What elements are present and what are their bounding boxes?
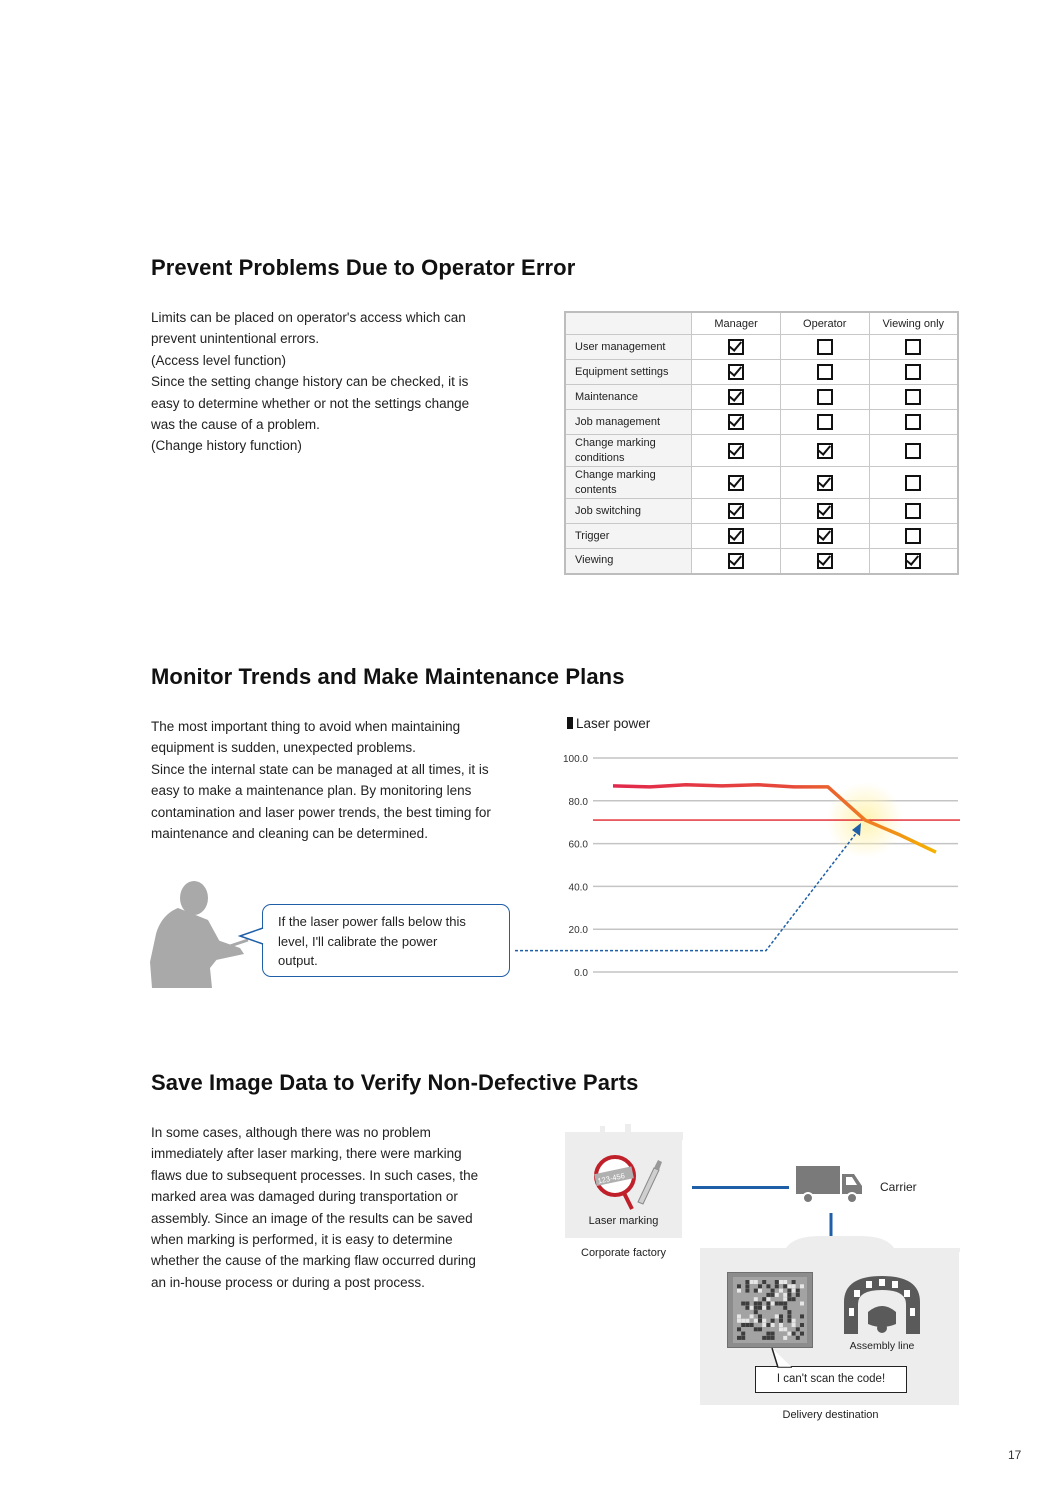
truck-icon	[794, 1162, 866, 1206]
code-cell	[792, 1284, 796, 1288]
code-cell	[783, 1293, 787, 1297]
code-cell	[796, 1327, 800, 1331]
code-cell	[792, 1280, 796, 1284]
code-cell	[792, 1289, 796, 1293]
table-row	[565, 524, 958, 549]
column-header-manager: Manager	[692, 312, 781, 335]
unchecked-checkbox-icon	[817, 339, 833, 355]
permission-cell	[692, 360, 781, 385]
code-cell	[745, 1284, 749, 1288]
table-row	[565, 335, 958, 360]
corporate-factory-caption: Corporate factory	[581, 1247, 666, 1259]
permission-label-line: conditions	[575, 451, 625, 464]
code-cell	[796, 1293, 800, 1297]
code-cell	[783, 1284, 787, 1288]
permission-cell	[780, 385, 869, 410]
unchecked-checkbox-icon	[905, 443, 921, 459]
unchecked-checkbox-icon	[905, 503, 921, 519]
permission-label	[565, 360, 692, 385]
code-cell	[792, 1319, 796, 1323]
code-cell	[754, 1297, 758, 1301]
code-cell	[762, 1297, 766, 1301]
code-cell	[787, 1297, 791, 1301]
permission-cell	[780, 524, 869, 549]
paragraph-line: maintenance and cleaning can be determined.	[151, 826, 428, 842]
y-tick-label: 100.0	[562, 754, 588, 765]
table-row	[565, 385, 958, 410]
code-cell	[762, 1336, 766, 1340]
permission-label	[565, 385, 692, 410]
code-cell	[737, 1289, 741, 1293]
maintenance-paragraph	[151, 716, 491, 844]
checked-checkbox-icon	[728, 503, 744, 519]
code-cell	[758, 1314, 762, 1318]
table-row	[565, 435, 958, 467]
y-tick-label: 0.0	[574, 968, 588, 979]
code-cell	[745, 1319, 749, 1323]
section-title-operator-error: Prevent Problems Due to Operator Error	[151, 255, 576, 280]
permission-cell	[780, 335, 869, 360]
checked-checkbox-icon	[817, 443, 833, 459]
code-cell	[741, 1319, 745, 1323]
section-title-maintenance: Monitor Trends and Make Maintenance Plans	[151, 664, 625, 689]
code-cell	[766, 1332, 770, 1336]
permission-cell	[692, 524, 781, 549]
code-cell	[750, 1280, 754, 1284]
code-cell	[800, 1314, 804, 1318]
checked-checkbox-icon	[817, 475, 833, 491]
code-cell	[800, 1332, 804, 1336]
code-cell	[737, 1319, 741, 1323]
permission-cell	[780, 435, 869, 467]
paragraph-line: marked area was damaged during transportation or	[151, 1189, 458, 1205]
unchecked-checkbox-icon	[817, 364, 833, 380]
permission-label-line: Job switching	[575, 504, 642, 517]
code-cell	[787, 1314, 791, 1318]
y-tick-label: 60.0	[568, 839, 588, 851]
code-cell	[783, 1280, 787, 1284]
checked-checkbox-icon	[905, 553, 921, 569]
code-cell	[779, 1327, 783, 1331]
code-cell	[766, 1306, 770, 1310]
person-with-clipboard-icon	[148, 878, 252, 990]
permission-label-line: Viewing	[575, 554, 614, 567]
checked-checkbox-icon	[817, 503, 833, 519]
permission-label-line: Change marking	[575, 436, 656, 449]
code-cell	[779, 1323, 783, 1327]
delivery-destination-caption: Delivery destination	[782, 1409, 879, 1421]
code-cell	[766, 1336, 770, 1340]
checked-checkbox-icon	[728, 443, 744, 459]
permission-cell	[869, 499, 958, 524]
assembly-robot-icon	[840, 1272, 924, 1336]
table-header-row	[565, 312, 958, 335]
permission-cell	[692, 385, 781, 410]
code-cell	[766, 1284, 770, 1288]
permission-label-line: Equipment settings	[575, 365, 669, 378]
unchecked-checkbox-icon	[817, 389, 833, 405]
permission-label-line: Maintenance	[575, 390, 638, 403]
permission-label	[565, 435, 692, 467]
code-cell	[771, 1336, 775, 1340]
chart-title: Laser power	[576, 716, 651, 731]
code-cell	[754, 1302, 758, 1306]
paragraph-line: (Change history function)	[151, 438, 302, 454]
permission-label-line: contents	[575, 483, 617, 496]
callout-line: output.	[278, 953, 318, 968]
code-cell	[796, 1336, 800, 1340]
code-cell	[758, 1306, 762, 1310]
code-cell	[758, 1302, 762, 1306]
code-cell	[758, 1289, 762, 1293]
code-cell	[762, 1323, 766, 1327]
unchecked-checkbox-icon	[905, 414, 921, 430]
operator-error-paragraph	[151, 307, 469, 457]
code-cell	[787, 1319, 791, 1323]
code-cell	[779, 1319, 783, 1323]
permission-cell	[780, 549, 869, 574]
y-tick-label: 40.0	[568, 882, 588, 894]
paragraph-line: (Access level function)	[151, 352, 287, 368]
paragraph-line: Since the setting change history can be checked, it is	[151, 374, 469, 390]
code-cell	[766, 1323, 770, 1327]
permission-label-line: Trigger	[575, 529, 610, 542]
code-cell	[741, 1302, 745, 1306]
y-tick-label: 80.0	[568, 796, 588, 808]
permission-label	[565, 467, 692, 499]
code-cell	[750, 1323, 754, 1327]
assembly-line-label: Assembly line	[849, 1340, 915, 1352]
code-cell	[775, 1280, 779, 1284]
code-cell	[754, 1306, 758, 1310]
paragraph-line: when marking is performed, it is easy to determine	[151, 1232, 453, 1248]
code-cell	[745, 1323, 749, 1327]
code-cell	[787, 1289, 791, 1293]
code-cell	[779, 1314, 783, 1318]
table-row	[565, 410, 958, 435]
y-tick-label: 20.0	[568, 925, 588, 937]
permission-label	[565, 524, 692, 549]
paragraph-line: an in-house process or during a post process.	[151, 1274, 425, 1290]
code-cell	[800, 1284, 804, 1288]
paragraph-line: easy to determine whether or not the settings change	[151, 395, 470, 411]
checked-checkbox-icon	[817, 528, 833, 544]
column-header-operator: Operator	[780, 312, 869, 335]
code-cell	[754, 1289, 758, 1293]
checked-checkbox-icon	[728, 475, 744, 491]
permission-cell	[692, 467, 781, 499]
checked-checkbox-icon	[728, 364, 744, 380]
code-cell	[792, 1297, 796, 1301]
access-level-table	[564, 311, 959, 575]
code-cell	[758, 1319, 762, 1323]
code-cell	[758, 1284, 762, 1288]
code-cell	[741, 1332, 745, 1336]
code-cell	[762, 1280, 766, 1284]
laser-marking-label: Laser marking	[588, 1215, 659, 1227]
paragraph-line: In some cases, although there was no problem	[151, 1125, 431, 1140]
permission-cell	[780, 410, 869, 435]
permission-cell	[869, 385, 958, 410]
permission-label	[565, 549, 692, 574]
code-cell	[779, 1280, 783, 1284]
callout-line: level, I'll calibrate the power	[278, 933, 438, 949]
table-row	[565, 467, 958, 499]
page-number: 17	[1008, 1448, 1022, 1462]
paragraph-line: was the cause of a problem.	[151, 417, 320, 433]
code-cell	[750, 1306, 754, 1310]
laser-power-chart	[510, 710, 970, 990]
code-cell	[758, 1327, 762, 1331]
paragraph-line: flaws due to subsequent processes. In such cases, the	[151, 1167, 479, 1183]
code-cell	[745, 1289, 749, 1293]
chart-title-marker	[567, 717, 573, 729]
code-cell	[771, 1302, 775, 1306]
code-cell	[783, 1306, 787, 1310]
permission-cell	[869, 524, 958, 549]
speech-box-tail	[768, 1346, 796, 1370]
code-cell	[766, 1297, 770, 1301]
code-cell	[787, 1284, 791, 1288]
code-cell	[754, 1280, 758, 1284]
permission-cell	[869, 549, 958, 574]
factory-to-carrier-connector	[692, 1186, 789, 1189]
code-cell	[775, 1293, 779, 1297]
unchecked-checkbox-icon	[817, 414, 833, 430]
code-cell	[750, 1314, 754, 1318]
checked-checkbox-icon	[728, 414, 744, 430]
permission-label	[565, 410, 692, 435]
code-cell	[783, 1327, 787, 1331]
section-title-image-data: Save Image Data to Verify Non-Defective Parts	[151, 1070, 639, 1095]
permission-label-line: Change marking	[575, 468, 656, 481]
permission-cell	[869, 335, 958, 360]
permission-cell	[780, 360, 869, 385]
carrier-label: Carrier	[880, 1180, 917, 1194]
code-cell	[779, 1302, 783, 1306]
code-cell	[762, 1306, 766, 1310]
code-cell	[771, 1289, 775, 1293]
code-cell	[754, 1327, 758, 1331]
code-cell	[741, 1323, 745, 1327]
code-cell	[745, 1306, 749, 1310]
code-cell	[792, 1332, 796, 1336]
paragraph-line: whether the cause of the marking flaw occurred during	[151, 1253, 476, 1269]
code-cell	[775, 1284, 779, 1288]
code-cell	[787, 1293, 791, 1297]
unchecked-checkbox-icon	[905, 475, 921, 491]
code-cell	[771, 1319, 775, 1323]
table-row	[565, 549, 958, 574]
image-data-paragraph	[151, 1122, 478, 1293]
checked-checkbox-icon	[728, 528, 744, 544]
code-cell	[762, 1319, 766, 1323]
checked-checkbox-icon	[728, 553, 744, 569]
permission-cell	[692, 549, 781, 574]
code-cell	[771, 1332, 775, 1336]
paragraph-line: assembly. Since an image of the results can be saved	[151, 1210, 473, 1226]
code-cell	[787, 1332, 791, 1336]
code-cell	[754, 1319, 758, 1323]
permission-cell	[692, 499, 781, 524]
callout-tail	[238, 926, 268, 948]
code-cell	[766, 1302, 770, 1306]
code-cell	[775, 1314, 779, 1318]
checked-checkbox-icon	[817, 553, 833, 569]
permission-cell	[869, 467, 958, 499]
unchecked-checkbox-icon	[905, 339, 921, 355]
paragraph-line: Limits can be placed on operator's access which can	[151, 310, 466, 325]
code-cell	[783, 1302, 787, 1306]
code-cell	[775, 1302, 779, 1306]
code-cell	[783, 1336, 787, 1340]
column-header-viewing-only: Viewing only	[869, 312, 958, 335]
permission-cell	[692, 335, 781, 360]
paragraph-line: easy to make a maintenance plan. By monitoring lens	[151, 783, 472, 799]
paragraph-line: equipment is sudden, unexpected problems.	[151, 740, 416, 756]
permission-cell	[869, 410, 958, 435]
checked-checkbox-icon	[728, 389, 744, 405]
calibration-callout	[262, 904, 510, 977]
paragraph-line: Since the internal state can be managed at all times, it is	[151, 761, 489, 777]
code-cell	[754, 1310, 758, 1314]
table-row	[565, 499, 958, 524]
code-cell	[787, 1310, 791, 1314]
code-cell	[779, 1289, 783, 1293]
permission-cell	[869, 360, 958, 385]
marked-part-code-text: 123-456	[596, 1171, 626, 1186]
permission-cell	[692, 410, 781, 435]
table-corner-cell	[565, 312, 692, 335]
laser-marked-part-icon	[584, 1146, 664, 1216]
paragraph-line: contamination and laser power trends, the best timing for	[151, 804, 491, 820]
checked-checkbox-icon	[728, 339, 744, 355]
paragraph-line: prevent unintentional errors.	[151, 331, 320, 347]
permission-label	[565, 499, 692, 524]
code-cell	[745, 1280, 749, 1284]
unchecked-checkbox-icon	[905, 364, 921, 380]
unchecked-checkbox-icon	[905, 389, 921, 405]
unchecked-checkbox-icon	[905, 528, 921, 544]
code-cell	[737, 1327, 741, 1331]
code-cell	[745, 1302, 749, 1306]
code-cell	[783, 1297, 787, 1301]
code-cell	[800, 1323, 804, 1327]
permission-label-line: Job management	[575, 415, 660, 428]
code-cell	[737, 1314, 741, 1318]
code-cell	[792, 1323, 796, 1327]
permission-label-line: User management	[575, 340, 666, 353]
code-cell	[796, 1289, 800, 1293]
code-cell	[766, 1293, 770, 1297]
callout-pointer-line	[515, 832, 857, 951]
code-cell	[741, 1336, 745, 1340]
code-cell	[771, 1323, 775, 1327]
callout-line: If the laser power falls below this	[278, 914, 466, 929]
cant-scan-speech-box: I can't scan the code!	[755, 1366, 907, 1393]
permission-cell	[692, 435, 781, 467]
table-row	[565, 360, 958, 385]
permission-cell	[780, 499, 869, 524]
permission-label	[565, 335, 692, 360]
damaged-2d-code-image	[727, 1272, 813, 1348]
code-cell	[800, 1302, 804, 1306]
permission-cell	[869, 435, 958, 467]
code-cell	[771, 1293, 775, 1297]
paragraph-line: immediately after laser marking, there were marking	[151, 1146, 462, 1162]
code-cell	[737, 1284, 741, 1288]
permission-cell	[780, 467, 869, 499]
code-cell	[737, 1336, 741, 1340]
paragraph-line: The most important thing to avoid when maintaining	[151, 719, 461, 734]
